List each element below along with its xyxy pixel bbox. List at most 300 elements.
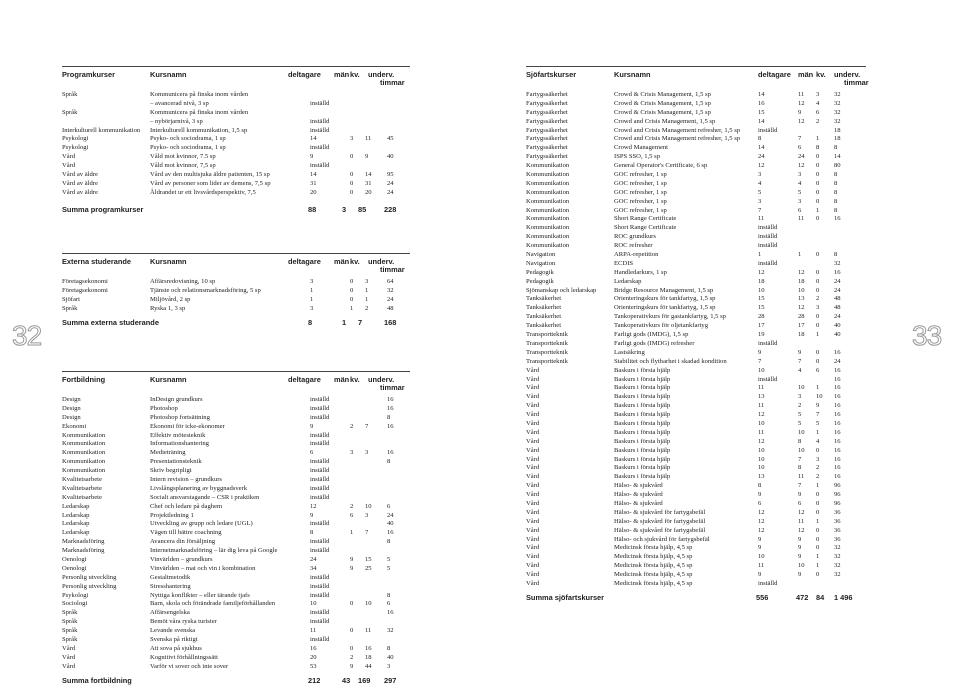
hours: 6 [387,502,391,510]
participants: 8 [758,482,762,490]
participants: 1 [758,251,762,259]
participants: 10 [758,553,765,561]
course-name: Internetmarknadsföring – lär dig leva på Google [150,547,278,555]
course-name: Baskurs i första hjälp [614,419,671,427]
course-name: Svenska på riktigt [150,636,198,644]
course-name: Baskurs i första hjälp [614,402,671,410]
women: 4 [816,437,820,445]
table-row [526,544,866,553]
category: Fartygssäkerhet [526,126,568,134]
hours: 32 [834,562,841,570]
men: 3 [798,393,802,401]
hours: 16 [387,529,394,537]
women: 10 [365,600,372,608]
participants: 9 [758,571,762,579]
hours: 8 [387,644,391,652]
men: 0 [350,179,354,187]
men: 10 [798,562,805,570]
course-name: ECDIS [614,259,634,267]
hours: 8 [834,197,838,205]
col-kursnamn: Kursnamn [150,375,187,384]
category: Vård [526,544,540,552]
category: Vård [526,402,540,410]
category: Vård [62,653,76,661]
course-name: Kognitivt förhållningssätt [150,653,218,661]
table-row [526,295,866,304]
table-row [526,384,866,393]
women: 14 [365,171,372,179]
hours: 16 [387,396,394,403]
men: 24 [798,153,805,161]
table-row [62,556,410,565]
table-row [62,414,410,423]
course-name: Varför vi sover och inte sover [150,662,229,670]
participants: inställd [310,404,330,412]
women: 0 [816,162,820,170]
participants: 10 [758,366,765,374]
category: Vård av äldre [62,179,98,187]
men: 4 [798,179,802,187]
participants: 3 [758,197,762,205]
table-row [526,393,866,402]
col-timmar: timmar [380,78,405,87]
course-name: Baskurs i första hjälp [614,455,671,463]
participants: 3 [758,171,762,179]
course-name: Kommunicera på finska inom vården [150,108,249,116]
category: Tanksäkerhet [526,313,562,321]
men: 9 [350,662,354,670]
category: Vård [526,446,540,454]
course-name: ISPS SSO, 1,5 sp [614,153,660,161]
course-name: Stabilitet och flytbarhet i skadad kondition [614,357,727,365]
category: Vård [62,662,76,670]
table-row [526,571,866,580]
table-row [62,476,410,485]
women: 0 [816,357,820,365]
programkurser-section [62,66,410,216]
course-name: Att sova på sjukhus [150,644,202,652]
category: Marknadsföring [62,547,105,555]
men: 6 [798,144,802,152]
participants: inställd [310,431,330,439]
externa-sum [62,317,410,329]
table-row [62,565,410,574]
course-name: Psyko- och sociodrama, 1 sp [150,144,226,152]
participants: inställd [310,591,330,599]
participants: 18 [758,277,765,285]
course-name: Ekonomi för icke-ekonomer [150,422,225,430]
category: Kommunikation [62,431,106,439]
table-row [526,500,866,509]
participants: 20 [310,653,317,661]
men: 3 [350,135,354,143]
category: Kommunikation [62,467,106,475]
table-row [526,580,866,589]
category: Tanksäkerhet [526,304,562,312]
hours: 96 [834,499,841,507]
participants: 11 [310,627,317,635]
category: Psykologi [62,135,89,143]
category: Ledarskap [62,502,90,510]
category: Fartygssäkerhet [526,135,568,143]
sum-k: 169 [358,675,371,685]
women: 0 [816,197,820,205]
participants: inställd [310,99,330,107]
course-name: Levande svenska [150,627,196,635]
participants: 53 [310,662,317,670]
course-name: Orienteringskurs för tankfartyg, 1,5 sp [614,295,716,303]
hours: 32 [834,571,841,579]
category: Vård [526,535,540,543]
hours: 24 [834,277,841,285]
category: Vård [526,437,540,445]
women: 0 [816,268,820,276]
category: Oenologi [62,556,87,564]
category: Kommunikation [526,188,570,196]
category: Ekonomi [62,422,87,430]
women: 9 [816,402,820,410]
col-underv: underv. [368,257,395,266]
hours: 8 [834,171,838,179]
course-name: Medicinsk första hjälp, 4,5 sp [614,571,693,579]
men: 7 [798,135,802,143]
course-name: Medicinsk första hjälp, 4,5 sp [614,579,693,587]
table-row [62,636,410,645]
table-row [526,287,866,296]
participants: 10 [758,464,765,472]
hours: 16 [387,449,394,457]
externa-header [62,253,410,278]
page-number-right: 33 [912,320,942,351]
hours: 32 [834,544,841,552]
table-row [62,423,410,432]
women: 0 [816,215,820,223]
men: 0 [350,278,354,285]
women: 1 [816,331,820,339]
course-name: Orienteringskurs för tankfartyg, 1,5 sp [614,304,716,312]
table-row [526,109,866,118]
table-row [62,278,410,287]
col-deltagare: deltagare [758,70,791,79]
table-row [62,583,410,592]
participants: 15 [758,108,765,116]
course-name: Livslångsplanering av byggnadsverk [150,484,248,492]
table-row [526,189,866,198]
course-name: Baskurs i första hjälp [614,375,671,383]
participants: inställd [310,636,330,644]
col-kv: kv. [816,70,826,79]
participants: inställd [758,339,778,347]
col-kv: kv. [350,375,360,384]
category: Vård av äldre [62,188,98,196]
table-row [526,482,866,491]
col-kursnamn: Kursnamn [614,70,651,79]
men: 5 [798,419,802,427]
men: 12 [798,526,805,534]
category: Vård [526,473,540,481]
table-row [526,411,866,420]
course-name: Baskurs i första hjälp [614,446,671,454]
category: Oenologi [62,564,87,572]
course-name: Bridge Resource Management, 1,5 sp [614,286,714,294]
externa-section [62,253,410,329]
course-name: Hälso- & sjukvård [614,482,663,490]
course-name: ROC refresher [614,242,653,250]
women: 2 [816,464,820,472]
category: Vård [526,562,540,570]
course-name: Nyttiga konflikter – eller tärande tjafs [150,591,250,599]
women: 1 [816,553,820,561]
course-name: Tjänste och relationsmarknadsföring, 5 sp [150,286,261,294]
course-name: Baskurs i första hjälp [614,411,671,419]
participants: inställd [310,476,330,484]
table-row [62,440,410,449]
participants: 13 [758,393,765,401]
hours: 16 [834,419,841,427]
course-name: Crowd & Crisis Management, 1,5 sp [614,108,711,116]
table-row [526,144,866,153]
table-row [526,162,866,171]
table-row [526,402,866,411]
table-row [526,331,866,340]
men: 6 [350,511,354,519]
hours: 16 [834,437,841,445]
hours: 32 [387,286,394,294]
table-row [526,473,866,482]
men: 1 [350,304,354,312]
participants: 9 [310,511,314,519]
table-row [526,269,866,278]
table-row [62,520,410,529]
category: Kommunikation [526,162,570,170]
course-name: Handledarkurs, 1 sp [614,268,667,276]
category: Psykologi [62,144,89,152]
women: 10 [816,393,823,401]
col-timmar: timmar [380,383,405,392]
hours: 5 [387,556,391,564]
men: 10 [798,428,805,436]
participants: inställd [310,117,330,125]
table-row [526,367,866,376]
women: 1 [816,384,820,392]
women: 44 [365,662,372,670]
category: Vård [526,553,540,561]
women: 1 [816,517,820,525]
men: 4 [798,366,802,374]
category: Vård [62,162,76,170]
category: Kommunikation [62,440,106,448]
sjofart-table [526,91,866,589]
table-row [62,396,410,405]
men: 1 [350,529,354,537]
category: Språk [62,636,78,644]
participants: inställd [758,242,778,250]
participants: inställd [758,579,778,587]
men: 12 [798,162,805,170]
hours: 24 [387,188,394,196]
course-name: Baskurs i första hjälp [614,393,671,401]
course-name: Hälso- & sjukvård för fartygsbefäl [614,517,706,525]
course-name: Hälso- & sjukvård [614,491,663,499]
men: 0 [350,188,354,196]
category: Transportteknik [526,357,568,365]
women: 1 [816,428,820,436]
hours: 32 [834,99,841,107]
participants: 15 [758,304,765,312]
category: Vård [62,644,76,652]
category: Kommunikation [526,197,570,205]
women: 2 [816,117,820,125]
table-row [62,494,410,503]
women: 1 [816,562,820,570]
hours: 16 [834,428,841,436]
col-deltagare: deltagare [288,375,321,384]
participants: 8 [758,135,762,143]
hours: 36 [834,508,841,516]
table-row [62,485,410,494]
participants: inställd [310,484,330,492]
category: Tanksäkerhet [526,295,562,303]
table-row [526,509,866,518]
programkurser-sum [62,204,410,216]
hours: 36 [834,535,841,543]
col-timmar: timmar [380,265,405,274]
men: 13 [798,295,805,303]
participants: 9 [758,491,762,499]
table-row [526,536,866,545]
hours: 16 [834,348,841,356]
men: 9 [798,108,802,116]
hours: 40 [834,331,841,339]
men: 0 [350,286,354,294]
men: 2 [350,502,354,510]
men: 9 [350,556,354,564]
men: 11 [798,473,805,481]
women: 0 [816,277,820,285]
men: 17 [798,322,805,330]
hours: 32 [834,553,841,561]
table-row [62,162,410,171]
table-row [526,376,866,385]
participants: 11 [758,428,765,436]
col-deltagare: deltagare [288,70,321,79]
participants: 6 [758,499,762,507]
women: 31 [365,179,372,187]
externa-table [62,278,410,314]
course-name: Crowd and Crisis Management refresher, 1,5 sp [614,126,741,134]
participants: 1 [310,286,314,294]
sum-u: 168 [384,317,397,327]
hours: 18 [834,135,841,143]
sjofart-section [526,66,869,604]
category: Vård [526,517,540,525]
col-underv: underv. [368,375,395,384]
col-underv: underv. [368,70,395,79]
category: Fartygssäkerhet [526,144,568,152]
category: Navigation [526,251,556,259]
women: 20 [365,188,372,196]
men: 9 [798,553,802,561]
category: Fartygssäkerhet [526,91,568,98]
course-name: GOC refresher, 1 sp [614,197,667,205]
category: Design [62,404,81,412]
men: 11 [798,215,805,223]
col-man: män [334,70,350,79]
women: 11 [365,627,372,635]
participants: 9 [310,422,314,430]
hours: 32 [834,108,841,116]
sum-m: 43 [342,675,351,685]
course-name: Projektledning 1 [150,511,194,519]
women: 0 [816,526,820,534]
fortbildning-table [62,396,410,672]
women: 0 [816,446,820,454]
course-name: Vägen till bättre coachning [150,529,222,537]
course-name: Baskurs i första hjälp [614,428,671,436]
participants: inställd [310,618,330,626]
fortbildning-header [62,371,410,396]
course-name: Photoshop [150,404,178,412]
hours: 3 [387,662,391,670]
course-name: Medicinsk första hjälp, 4,5 sp [614,553,693,561]
table-row [526,180,866,189]
men: 3 [798,197,802,205]
table-row [526,198,866,207]
category: Vård [62,153,76,161]
men: 2 [798,402,802,410]
women: 6 [816,366,820,374]
women: 1 [365,286,369,294]
table-row [62,547,410,556]
participants: 10 [758,419,765,427]
hours: 96 [834,482,841,490]
women: 0 [816,171,820,179]
course-name: Socialt ansvarstagande – CSR i praktiken [150,493,260,501]
participants: inställd [310,162,330,170]
hours: 80 [834,162,841,170]
course-name: Vinvärlden – mat och vin i kombination [150,564,256,572]
hours: 16 [834,464,841,472]
table-row [526,438,866,447]
category: Interkulturell kommunikation [62,126,141,134]
women: 0 [816,188,820,196]
men: 7 [798,482,802,490]
participants: 4 [758,179,762,187]
table-row [62,180,410,189]
men: 5 [798,188,802,196]
category: Språk [62,108,78,116]
hours: 45 [387,135,394,143]
table-row [62,144,410,153]
course-name: Medieträning [150,449,186,457]
women: 0 [816,508,820,516]
table-row [526,322,866,331]
hours: 40 [834,322,841,330]
category: Ledarskap [62,511,90,519]
table-row [526,358,866,367]
men: 6 [798,206,802,214]
category: Personlig utveckling [62,573,117,581]
course-name: Stresshantering [150,582,191,590]
category: Navigation [526,259,556,267]
hours: 16 [834,411,841,419]
participants: inställd [310,582,330,590]
course-name: Presentationsteknik [150,458,202,466]
table-row [526,91,866,100]
course-name: Hälso- & sjukvård för fartygsbefäl [614,508,706,516]
women: 2 [365,304,369,312]
category: Psykologi [62,591,89,599]
